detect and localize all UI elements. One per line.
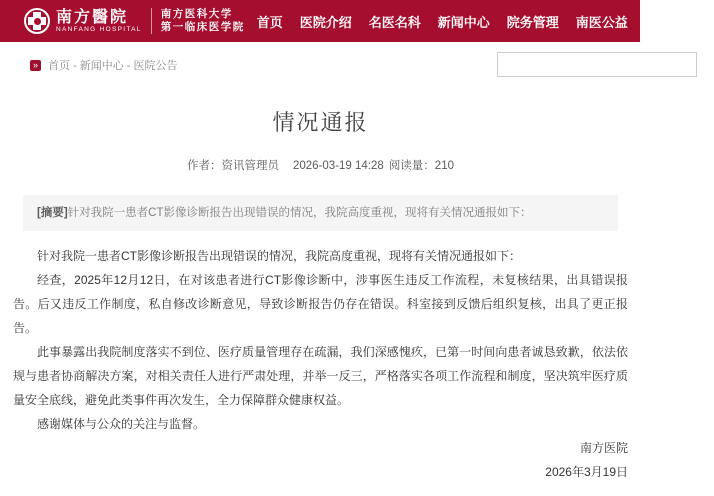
logo-divider xyxy=(151,8,152,34)
nav-item-administration[interactable]: 院务管理 xyxy=(506,14,559,30)
hospital-name: 南方醫院 xyxy=(56,8,129,26)
hospital-name-en: NANFANG HOSPITAL xyxy=(56,25,142,33)
nav-item-famous-doctors[interactable]: 名医名科 xyxy=(368,14,421,30)
nav-item-charity[interactable]: 南医公益 xyxy=(575,14,628,30)
view-count: 阅读量：210 xyxy=(388,160,454,172)
abstract-box xyxy=(23,195,618,231)
paragraph: 经查，2025年12月12日，在对该患者进行CT影像诊断中，涉事医生违反工作流程，未复核结果，出具错误报告。后又违反工作制度，私自修改诊断意见，导致诊断报告仍存在错误。科室接到反馈后组织复核，出具了更正报告。 xyxy=(13,273,628,335)
paragraph: 针对我院一患者CT影像诊断报告出现错误的情况，我院高度重视，现将有关情况通报如下： xyxy=(37,249,521,263)
publish-datetime: 2026-03-19 14:28 xyxy=(293,160,384,172)
search-input[interactable] xyxy=(497,52,697,77)
abstract-text: 针对我院一患者CT影像诊断报告出现错误的情况，我院高度重视，现将有关情况通报如下： xyxy=(67,207,532,219)
nav-item-recruitment[interactable]: 人才招聘 xyxy=(644,14,697,30)
breadcrumb-arrow-icon: » xyxy=(30,60,41,71)
affiliation-name xyxy=(161,8,245,34)
nav-item-home[interactable]: 首页 xyxy=(256,14,283,30)
affiliation-line2: 第一临床医学院 xyxy=(160,21,245,33)
affiliation-line1: 南方医科大学 xyxy=(160,8,233,20)
hospital-logo[interactable] xyxy=(24,8,245,34)
medical-cross-icon xyxy=(24,8,50,34)
signature: 南方医院 xyxy=(579,441,628,455)
top-nav-bar xyxy=(0,0,697,42)
article-body xyxy=(13,244,628,484)
main-nav xyxy=(257,12,714,31)
nav-item-news-center[interactable]: 新闻中心 xyxy=(437,14,490,30)
page-title: 情况通报 xyxy=(272,110,369,135)
paragraph: 感谢媒体与公众的关注与监督。 xyxy=(37,417,206,431)
hospital-name-block xyxy=(56,9,142,34)
abstract-label: [摘要] xyxy=(37,207,68,219)
article xyxy=(0,108,640,484)
author-label: 作者：资讯管理员 xyxy=(187,160,279,172)
breadcrumb xyxy=(30,57,178,73)
nav-item-hospital-intro[interactable]: 医院介绍 xyxy=(299,14,352,30)
article-meta xyxy=(13,159,628,174)
paragraph: 此事暴露出我院制度落实不到位、医疗质量管理存在疏漏，我们深感愧疚，已第一时间向患者诚恳致歉，依法依规与患者协商解决方案，对相关责任人进行严肃处理，并举一反三，严格落实各项工作流程和制度，坚决筑牢医疗质量安全底线，避免此类事件再次发生，全力保障群众健康权益。 xyxy=(13,345,628,407)
publish-date: 2026年3月19日 xyxy=(545,465,628,479)
breadcrumb-text[interactable]: 首页 - 新闻中心 - 医院公告 xyxy=(48,60,178,72)
